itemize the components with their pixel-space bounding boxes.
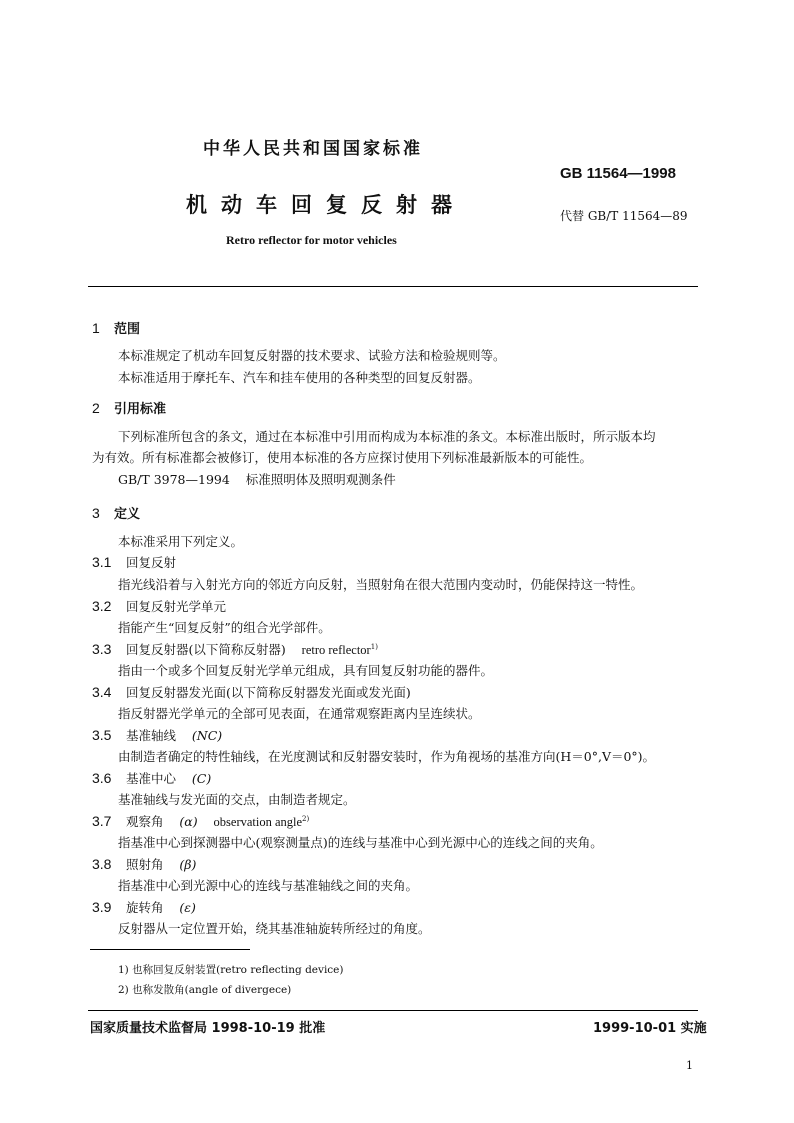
standard-number: GB 11564—1998 <box>560 165 676 182</box>
term: 旋转角 <box>126 900 164 915</box>
section-number: 1 <box>92 320 100 336</box>
definition-text: 指光线沿着与入射光方向的邻近方向反射，当照射角在很大范围内变动时，仍能保持这一特性。 <box>118 577 644 592</box>
section-number: 3 <box>92 505 100 521</box>
english-term: retro reflector <box>301 643 371 657</box>
definitions-intro: 本标准采用下列定义。 <box>118 534 244 549</box>
term: 回复反射 <box>126 555 177 570</box>
footnote: 2) 也称发散角(angle of divergece) <box>118 984 292 996</box>
section-number: 2 <box>92 400 100 416</box>
term: 回复反射光学单元 <box>126 599 227 614</box>
definition-text: 指反射器光学单元的全部可见表面，在通常观察距离内呈连续状。 <box>118 706 481 721</box>
national-standard-heading: 中华人民共和国国家标准 <box>203 139 423 159</box>
definition-text: 指基准中心到光源中心的连线与基准轴线之间的夹角。 <box>118 878 419 893</box>
footnote-marker: 1) <box>370 642 378 651</box>
section-heading-references <box>92 398 166 417</box>
definition-term <box>92 726 222 744</box>
clause-number: 3.8 <box>92 856 112 872</box>
header-divider <box>88 286 698 287</box>
term: 回复反射器发光面(以下简称反射器发光面或发光面) <box>126 685 411 700</box>
definition-text: 指由一个或多个回复反射光学单元组成，具有回复反射功能的器件。 <box>118 663 494 678</box>
definition-term <box>92 855 196 873</box>
english-term: observation angle <box>213 815 303 829</box>
definition-term <box>92 640 378 658</box>
section-title: 定义 <box>114 507 141 522</box>
document-title: 机动车回复反射器 <box>186 193 466 217</box>
page-number: 1 <box>686 1059 693 1072</box>
definition-term <box>92 898 196 916</box>
term-symbol: (β) <box>179 857 197 872</box>
effective-date: 1999-10-01 实施 <box>593 1021 707 1036</box>
term: 基准中心 <box>126 771 177 786</box>
references-paragraph-line: 为有效。所有标准都会被修订，使用本标准的各方应探讨使用下列标准最新版本的可能性。 <box>92 450 593 465</box>
definition-text: 基准轴线与发光面的交点，由制造者规定。 <box>118 792 356 807</box>
footnote-divider <box>90 949 250 950</box>
replaces-standard: 代替 GB/T 11564—89 <box>560 209 688 223</box>
term-symbol: (C) <box>191 771 212 786</box>
definition-text: 指基准中心到探测器中心(观察测量点)的连线与基准中心到光源中心的连线之间的夹角。 <box>118 835 603 850</box>
term-symbol: (ε) <box>179 900 196 915</box>
section-title: 引用标准 <box>114 402 167 417</box>
definition-text: 反射器从一定位置开始，绕其基准轴旋转所经过的角度。 <box>118 921 431 936</box>
footer-divider <box>88 1010 698 1011</box>
definition-term <box>92 683 411 701</box>
definition-term <box>92 553 176 571</box>
clause-number: 3.3 <box>92 641 112 657</box>
clause-number: 3.4 <box>92 684 112 700</box>
definition-term <box>92 769 211 787</box>
reference-code: GB/T 3978—1994 <box>118 472 230 487</box>
clause-number: 3.6 <box>92 770 112 786</box>
definition-text: 由制造者确定的特性轴线，在光度测试和反射器安装时，作为角视场的基准方向(H＝0°,V＝0°)。 <box>118 749 656 764</box>
term-symbol: (α) <box>179 814 198 829</box>
term: 基准轴线 <box>126 728 177 743</box>
section-heading-definitions <box>92 503 140 522</box>
scope-paragraph: 本标准适用于摩托车、汽车和挂车使用的各种类型的回复反射器。 <box>118 370 481 385</box>
reference-title: 标准照明体及照明观测条件 <box>245 472 396 487</box>
footnote: 1) 也称回复反射装置(retro reflecting device) <box>118 964 344 976</box>
definition-term <box>92 812 309 830</box>
clause-number: 3.1 <box>92 554 112 570</box>
scope-paragraph: 本标准规定了机动车回复反射器的技术要求、试验方法和检验规则等。 <box>118 348 506 363</box>
definition-text: 指能产生“回复反射”的组合光学部件。 <box>118 620 331 635</box>
definition-term <box>92 597 226 615</box>
footnote-marker: 2) <box>302 814 310 823</box>
clause-number: 3.5 <box>92 727 112 743</box>
section-title: 范围 <box>114 322 141 337</box>
term: 照射角 <box>126 857 164 872</box>
reference-entry <box>118 470 396 488</box>
clause-number: 3.2 <box>92 598 112 614</box>
english-title: Retro reflector for motor vehicles <box>226 233 397 247</box>
approval-date: 国家质量技术监督局 1998-10-19 批准 <box>90 1021 326 1036</box>
clause-number: 3.9 <box>92 899 112 915</box>
term: 回复反射器(以下简称反射器) <box>126 642 286 657</box>
section-heading-scope <box>92 318 140 337</box>
term: 观察角 <box>126 814 164 829</box>
references-paragraph-line: 下列标准所包含的条文，通过在本标准中引用而构成为本标准的条文。本标准出版时，所示版本均 <box>118 429 656 444</box>
clause-number: 3.7 <box>92 813 112 829</box>
term-symbol: (NC) <box>191 728 223 743</box>
